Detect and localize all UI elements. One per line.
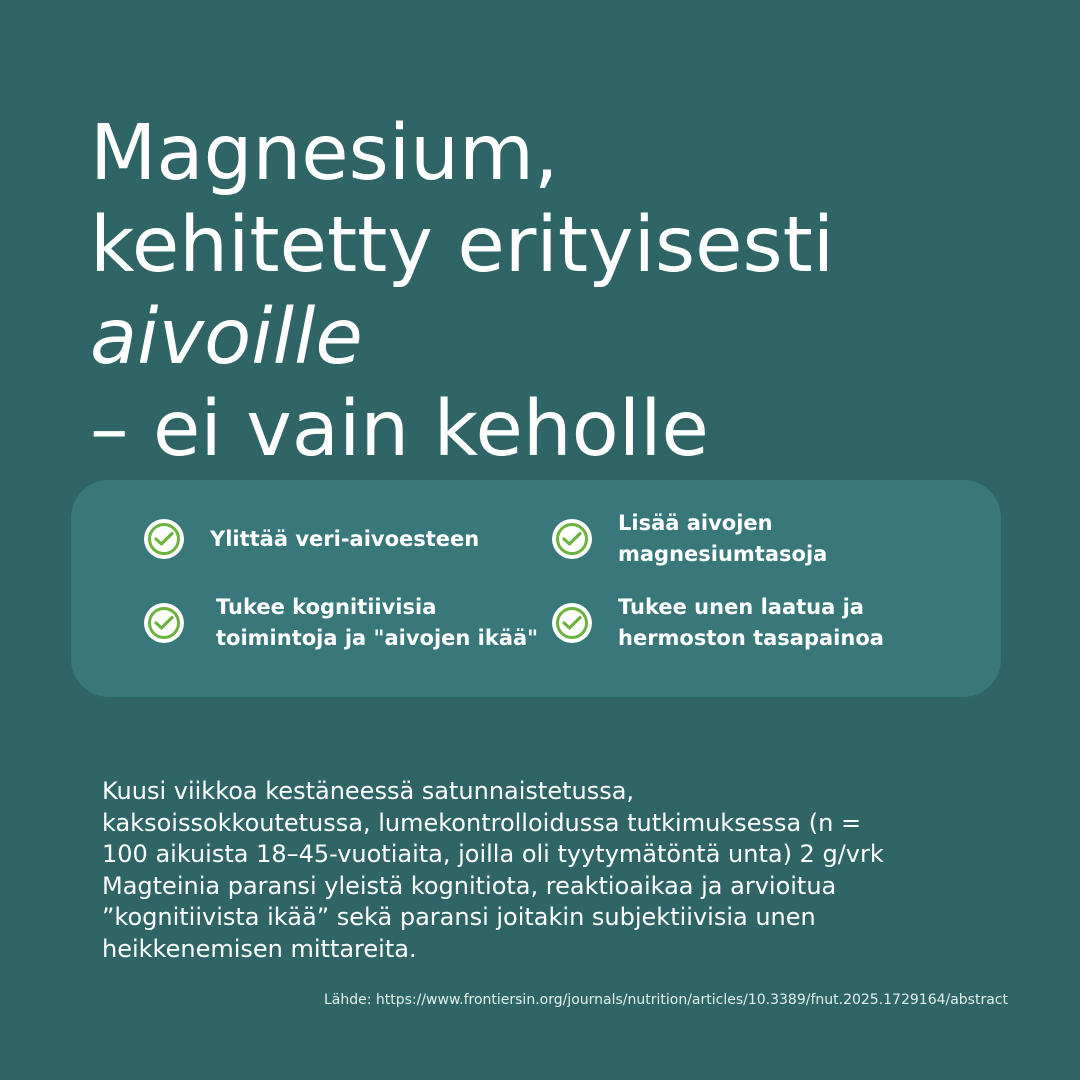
headline [90,108,1050,476]
source-citation: Lähde: https://www.frontiersin.org/journals/nutrition/articles/10.3389/fnut.2025.1729164/abstract [323,992,1008,1008]
headline-line-1: Magnesium, [90,109,559,198]
study-line-4: Magteinia paransi yleistä kognitiota, reaktioaikaa ja arvioitua [102,871,837,900]
benefit-3-line-1: Tukee kognitiivisia [216,595,437,619]
study-line-3: 100 aikuista 18–45-vuotiaita, joilla oli tyytymätöntä unta) 2 g/vrk [102,840,884,868]
benefit-4-line-1: Tukee unen laatua ja [618,595,864,619]
check-circle-icon [144,603,184,643]
headline-line-3-italic: aivoille [90,293,363,382]
study-line-6: heikkenemisen mittareita. [102,934,417,963]
benefit-3-line-2: toimintoja ja "aivojen ikää" [216,626,539,650]
headline-line-2: kehitetty erityisesti [90,201,835,290]
study-line-5: ”kognitiivista ikää” sekä paransi joitakin subjektiivisia unen [102,903,816,931]
benefit-2-line-2: magnesiumtasoja [618,542,828,566]
benefit-1-line-1: Ylittää veri-aivoesteen [210,526,480,551]
study-line-2: kaksoissokkoutetussa, lumekontrolloidussa tutkimuksessa (n = [102,808,862,837]
benefit-item-3 [144,592,538,654]
benefit-item-2 [552,508,827,570]
check-circle-icon [552,603,592,643]
benefit-2-line-1: Lisää aivojen [618,511,773,535]
study-description [102,776,1002,965]
check-circle-icon [144,519,184,559]
headline-line-4: – ei vain keholle [90,385,709,474]
benefits-card [71,480,1001,697]
benefit-4-line-2: hermoston tasapainoa [618,626,884,650]
study-line-1: Kuusi viikkoa kestäneessä satunnaistetussa, [102,777,635,805]
benefit-item-4 [552,592,884,654]
benefit-item-1 [144,519,479,559]
check-circle-icon [552,519,592,559]
